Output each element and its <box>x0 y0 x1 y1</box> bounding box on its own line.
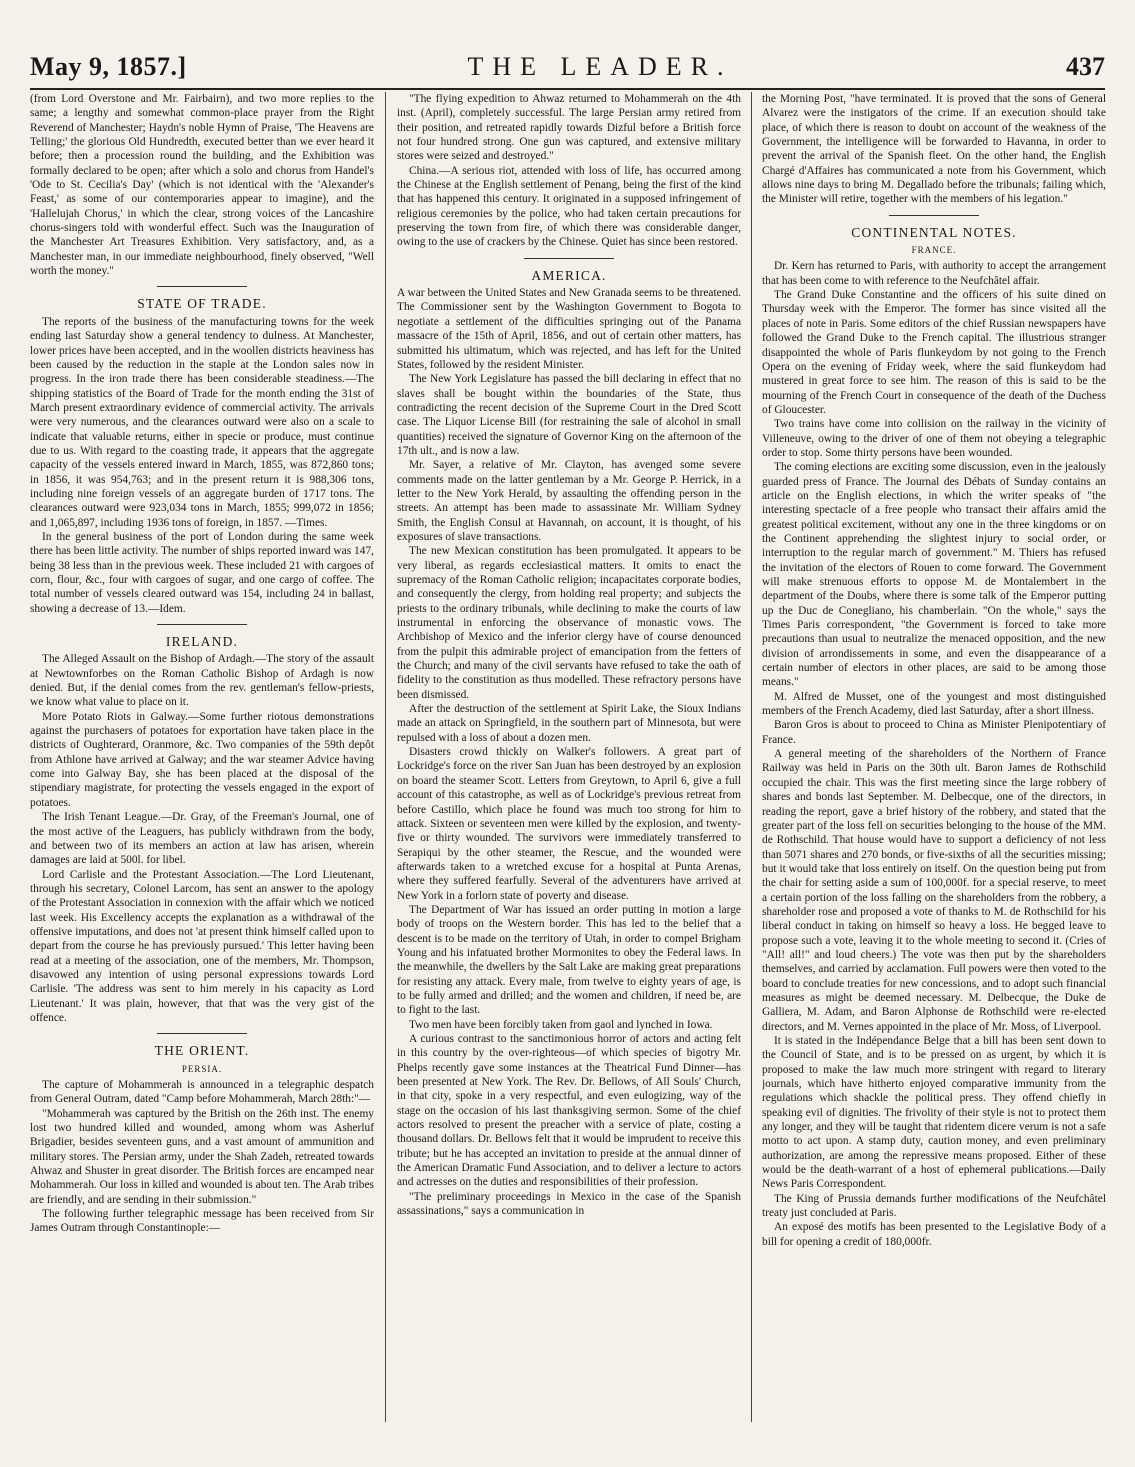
section-heading: CONTINENTAL NOTES. <box>851 224 1017 240</box>
masthead-title: THE LEADER. <box>467 52 733 81</box>
article-paragraph: In the general business of the port of London during the same week there has been little activity. The number of ships reported inward was 147, being 38 less than in the previous week. These included 21 with cargoes of corn, flour, &c., four with cargoes of sugar, and one cargo of coffee. The total number of vessels cleared outward was 154, including 24 in ballast, showing a decrease of 13.—Idem. <box>30 530 374 615</box>
article-paragraph: The New York Legislature has passed the bill declaring in effect that no slaves shall be bought within the boundaries of the State, thus contradicting the recent decision of the Supreme Court in the Dred Scott case. The Liquor License Bill (for restraining the sale of alcohol in small quantities) received the signature of Governor King on the afternoon of the 17th ult., and is now a law. <box>397 373 741 457</box>
subsection-heading: PERSIA. <box>181 1063 223 1074</box>
article-paragraph: Mr. Sayer, a relative of Mr. Clayton, has avenged some severe comments made on the latter gentleman by a Mr. George P. Herrick, in a letter to the New York Herald, by assaulting the offending person in the streets. An attempt has been made to assassinate Mr. William Sydney Smith, the English Consul at Havannah, on account, it is thought, of his exposures of slave transactions. <box>397 459 741 543</box>
column-1 <box>30 92 374 1422</box>
column-3 <box>762 92 1106 1422</box>
column-divider <box>385 92 386 1422</box>
article-paragraph: "The flying expedition to Ahwaz returned to Mohammerah on the 4th inst. (April), completely successful. The large Persian army retired from their position, and retreated rapidly towards Dizful before a British force not four hundred strong. One gun was captured, and extensive military stores were seized and destroyed." <box>397 93 741 163</box>
header-rule <box>30 88 1105 90</box>
article-paragraph: M. Alfred de Musset, one of the youngest and most distinguished members of the French Academy, died last Saturday, after a short illness. <box>762 690 1106 718</box>
section-rule <box>524 258 614 259</box>
article-paragraph: An exposé des motifs has been presented to the Legislative Body of a bill for opening a credit of 180,000fr. <box>762 1221 1106 1248</box>
article-paragraph: The King of Prussia demands further modifications of the Neufchâtel treaty just concluded at Paris. <box>762 1192 1106 1220</box>
article-paragraph: The reports of the business of the manufacturing towns for the week ending last Saturday show a general tendency to dulness. At Manchester, lower prices have been accepted, and in the woollen districts heaviness has been caused by the reduction in the staple at the London sales now in progress. In the iron trade there has been considerable steadiness.—The shipping statistics of the Board of Trade for the month ending the 31st of March present extraordinary evidence of commercial activity. The arrivals were very numerous, and the clearances outward were also on a scale to indicate that valuable returns, either in specie or produce, must continue due to us. With regard to the coasting trade, it appears that the aggregate capacity of the vessels entered inward in March, 1855, was 872,860 tons; in 1856, it was 954,763; and in the present return it is 988,306 tons, including nine foreign vessels of an aggregate burden of 1717 tons. The clearances outward were 923,034 tons in March, 1855; 999,072 in 1856; and 1,065,897, including 1936 tons of foreign, in 1857. —Times. <box>30 315 374 529</box>
article-paragraph: Two men have been forcibly taken from gaol and lynched in Iowa. <box>409 1018 713 1031</box>
section-heading: THE ORIENT. <box>154 1043 250 1059</box>
article-paragraph: Baron Gros is about to proceed to China as Minister Plenipotentiary of France. <box>762 719 1106 746</box>
article-paragraph: The coming elections are exciting some discussion, even in the jealously guarded press of France. The Journal des Débats of Sunday contains an article on the English elections, in which the writer speaks of "the interesting spectacle of a free people who transact their affairs amid the greatest political excitement, without any one in the three kingdoms or on the Continent apprehending the slightest injury to social order, or interruption to the regular march of government." M. Thiers has refused the invitation of the electors of Rouen to come forward. The Government will make strenuous efforts to oppose M. de Montalembert in the department of the Doubs, where there is some talk of the Emperor putting up the Duc de Conegliano, his chamberlain. "On the whole," says the Times Paris correspondent, "the Government is forced to take more precautions than usual to neutralize the menaced opposition, and the new division of arrondissements in some, and even the disappearance of a certain number of electors in other places, are said to be among those means." <box>762 461 1106 689</box>
article-paragraph: More Potato Riots in Galway.—Some further riotous demonstrations against the purchasers of potatoes for exportation have taken place in the districts of Oughterard, Oranmore, &c. Two companies of the 59th depôt from Athlone have arrived at Galway; and the war steamer Advice having come into Galway Bay, she has been placed at the disposal of the stipendiary magistrate, for protecting the vessels engaged in the export of potatoes. <box>30 710 374 809</box>
article-paragraph: Two trains have come into collision on the railway in the vicinity of Villeneuve, owing to the driver of one of them not obeying a telegraphic order to stop. Some thirty persons have been wounded. <box>762 418 1106 459</box>
article-paragraph: Dr. Kern has returned to Paris, with authority to accept the arrangement that has been come to with reference to the Neufchâtel affair. <box>762 260 1106 287</box>
article-paragraph: It is stated in the Indépendance Belge that a bill has been sent down to the Council of State, and is to be pressed on as urgent, by which it is proposed to make the law much more stringent with regard to literary journals, which have hitherto enjoyed comparative immunity from the regulations which shackle the political press. They offend chiefly in speaking evil of dignities. The frivolity of their style is not to protect them any longer, and they will be taught that ridentem dicere verum is not a safe motto to act upon. A stamp duty, caution money, and even preliminary authorization, are among the repressive means proposed. Either of these would be the death-warrant of a host of ephemeral publications.—Daily News Paris Correspondent. <box>762 1035 1106 1191</box>
article-paragraph: A general meeting of the shareholders of the Northern of France Railway was held in Paris on the 30th ult. Baron James de Rothschild occupied the chair. This was the first meeting since the large robbery of shares and bonds last September. M. Delbecque, one of the directors, in reading the report, gave a brief history of the robbery, and stated that the greater part of the loss fell on securities belonging to the house of the MM. de Rothschild. That house would have to support a deficiency of not less than 5071 shares and 270 bonds, or five-sixths of all the securities missing; but it would take that loss entirely on itself. On the question being put from the chair for setting aside a sum of 100,000f. for a special reserve, to meet a certain portion of the loss falling on the shareholders from the robbery, a shareholder rose and proposed a vote of thanks to M. de Rothschild for his liberal conduct in taking on himself so heavy a loss. He begged leave to propose such a vote, leaving it to the whole meeting to second it. (Cries of "All! all!" and loud cheers.) The vote was then put by the shareholders themselves, and carried by acclamation. Full powers were then voted to the board to conclude treaties for new concessions, and to adopt such financial measures as might be deemed necessary. M. Delbecque, the Duke de Galliera, M. Adam, and Baron Alphonse de Rothschild were re-elected directors, and M. Vernes appointed in the place of Mr. Moss, of Liverpool. <box>762 748 1106 1033</box>
article-paragraph: Lord Carlisle and the Protestant Association.—The Lord Lieutenant, through his secretary, Colonel Larcom, has sent an answer to the apology of the Protestant Association in connexion with the affair which we noticed last week. His Excellency accepts the explanation as a withdrawal of the offensive imputations, and does not 'at present think himself called upon to depart from the course he has previously pursued.' This letter having been read at a meeting of the association, one of the members, Mr. Thompson, disavowed any intention of using personal expressions towards Lord Carlisle. 'The address was sent to him merely in his capacity as Lord Lieutenant.' It was plain, however, that that was the very gist of the offence. <box>30 868 374 1024</box>
issue-date: May 9, 1857.] <box>30 52 187 81</box>
article-paragraph: China.—A serious riot, attended with loss of life, has occurred among the Chinese at the English settlement of Penang, being the first of the kind that has happened this century. It originated in a supposed infringement of religious ceremonies by the police, who had taken certain precautions for preserving the town from fire, of which there was considerable danger, owing to the use of crackers by the Chinese. Quiet has since been restored. <box>397 164 741 249</box>
article-paragraph: The following further telegraphic message has been received from Sir James Outram through Constantinople:— <box>30 1208 374 1235</box>
column-2 <box>397 92 741 1422</box>
article-paragraph: "The preliminary proceedings in Mexico in the case of the Spanish assassinations," says a communication in <box>397 1190 741 1218</box>
article-paragraph: (from Lord Overstone and Mr. Fairbairn), and two more replies to the same; a lengthy and somewhat common-place prayer from the Right Reverend of Manchester; Haydn's noble Hymn of Praise, 'The Heavens are Telling;' the glorious Old Hundredth, executed better than we ever heard it before; then a procession round the building, and the Exhibition was formally declared to be open; after which a solo and chorus from Handel's 'Ode to St. Cecilia's Day' (which is not identical with the 'Alexander's Feast,' as some of our contemporaries appear to imagine), and the 'Hallelujah Chorus,' in which the clear, strong voices of the Lancashire chorus-singers told with wonderful effect. Such was the Inauguration of the Manchester Art Treasures Exhibition. Very satisfactory, and, as a Manchester man, in our immediate neighbourhood, finely observed, "Well worth the money." <box>30 93 374 278</box>
article-paragraph: the Morning Post, "have terminated. It is proved that the sons of General Alvarez were the instigators of the crime. If an execution should take place, of which there is reason to doubt on account of the weakness of the Government, the intelligence will be forwarded to Havanna, in order to prevent the arrival of the Spanish fleet. On the other hand, the English Chargé d'Affaires has communicated a note from his Government, which allows nine days to bring M. Degallado before the tribunals; failing which, the Minister will retire, together with the members of his legation." <box>762 93 1106 206</box>
article-paragraph: After the destruction of the settlement at Spirit Lake, the Sioux Indians made an attack on Springfield, in the southern part of Minnesota, but were repulsed with a loss of about a dozen men. <box>397 703 741 744</box>
article-paragraph: The Irish Tenant League.—Dr. Gray, of the Freeman's Journal, one of the most active of the Leaguers, has publicly withdrawn from the body, and between two of its members an action at law has arisen, wherein damages are laid at 500l. for libel. <box>30 811 374 867</box>
article-paragraph: The Department of War has issued an order putting in motion a large body of troops on the Western border. This has led to the belief that a descent is to be made on the territory of Utah, in order to compel Brigham Young and his infatuated brother Mormonites to obey the Federal laws. In the meanwhile, the dwellers by the Salt Lake are making great preparations for resisting any attack. Every male, from twelve to eighty years of age, is to be fully armed and drilled; and the women and children, if need be, are to fight to the last. <box>397 903 741 1017</box>
article-paragraph: "Mohammerah was captured by the British on the 26th inst. The enemy lost two hundred killed and wounded, among whom was Asherluf Brigadier, besides seventeen guns, and a vast amount of ammunition and military stores. The Persian army, under the Shah Zadeh, retreated towards Ahwaz and Shuster in great disorder. The British forces are encamped near Mohammerah. Our loss in killed and wounded is about ten. The Arab tribes are friendly, and are sending in their submission." <box>30 1107 374 1206</box>
page-number: 437 <box>1066 52 1105 81</box>
section-rule <box>157 624 247 625</box>
section-rule <box>157 286 247 287</box>
article-paragraph: The Grand Duke Constantine and the officers of his suite dined on Thursday week with the Emperor. The former has since visited all the places of note in Paris. Some editors of the chief Russian newspapers have followed the Grand Duke to the French capital. The illustrious stranger disappointed the whole of Paris flunkeydom by not going to the French Opera on the evening of Friday week, where the said flunkeydom had mustered in great force to see him. The reason of this is said to be the mourning of the French Court in consequence of the death of the Duchess of Gloucester. <box>762 289 1106 416</box>
article-paragraph: The capture of Mohammerah is announced in a telegraphic despatch from General Outram, dated "Camp before Mohammerah, March 28th:"— <box>30 1079 374 1106</box>
section-rule <box>889 215 979 216</box>
section-rule <box>157 1033 247 1034</box>
article-paragraph: Disasters crowd thickly on Walker's followers. A great part of Lockridge's force on the river San Juan has been destroyed by an explosion on board the steamer Scott. Letters from Greytown, to April 6, give a full account of this catastrophe, as well as of Lockridge's previous retreat from before Castillo, which place he found was much too strong for him to attack. Sixteen or seventeen men were killed by the explosion, and twenty-five or thirty wounded. The survivors were immediately transferred to Serapiqui by the other steamer, the Rescue, and the wounded were afterwards taken to a wretched excuse for a hospital at Punta Arenas, where they suffered fearfully. Several of the adventurers have arrived at New York in a forlorn state of poverty and disease. <box>397 746 741 902</box>
section-heading: AMERICA. <box>531 267 607 283</box>
article-paragraph: A curious contrast to the sanctimonious horror of actors and acting felt in this country by the over-righteous—of which species of bigotry Mr. Phelps recently gave some instances at the Theatrical Fund Dinner—has been presented at New York. The Rev. Dr. Bellows, of All Souls' Church, in that city, spoke in a very respectful, and even eulogizing, way of the stage on the occasion of his last thanksgiving sermon. Some of the chief actors resolved to present the preacher with a service of plate, costing a thousand dollars. Dr. Bellows felt that it would be imprudent to receive this tribute; but he has accepted an invitation to preside at the annual dinner of the American Dramatic Fund Association, and to deliver a lecture to actors and actresses on the duties and responsibilities of their profession. <box>397 1033 741 1189</box>
article-paragraph: The new Mexican constitution has been promulgated. It appears to be very liberal, as regards ecclesiastical matters. It omits to enact the supremacy of the Roman Catholic religion; incapacitates corporate bodies, and consequently the clergy, from holding real property; and subjects the priests to the ordinary tribunals, while declining to make the courts of law instrumental in enforcing the observance of monastic vows. The Archbishop of Mexico and the inferior clergy have of course denounced from the pulpit this admirable project of emancipation from the fetters of the Church; and many of the civil servants have refused to take the oath of fidelity to the constitution as thus modelled. These refractory persons have been dismissed. <box>397 545 741 701</box>
subsection-heading: FRANCE. <box>911 245 957 256</box>
article-paragraph: A war between the United States and New Granada seems to be threatened. The Commissioner sent by the Washington Government to Bogota to negotiate a settlement of the difficulties springing out of the Panama massacre of the 15th of April, 1856, and out of certain other matters, has submitted his ultimatum, which was rejected, and has left for the United States, followed by the resident Minister. <box>397 287 741 371</box>
column-divider <box>751 92 752 1422</box>
article-paragraph: The Alleged Assault on the Bishop of Ardagh.—The story of the assault at Newtownforbes on the Roman Catholic Bishop of Ardagh is now denied. But, if the denial comes from the rev. gentleman's fellow-priests, we know what value to place on it. <box>30 653 374 709</box>
section-heading: IRELAND. <box>165 634 239 650</box>
section-heading: STATE OF TRADE. <box>137 296 267 312</box>
page-header <box>30 52 1105 86</box>
